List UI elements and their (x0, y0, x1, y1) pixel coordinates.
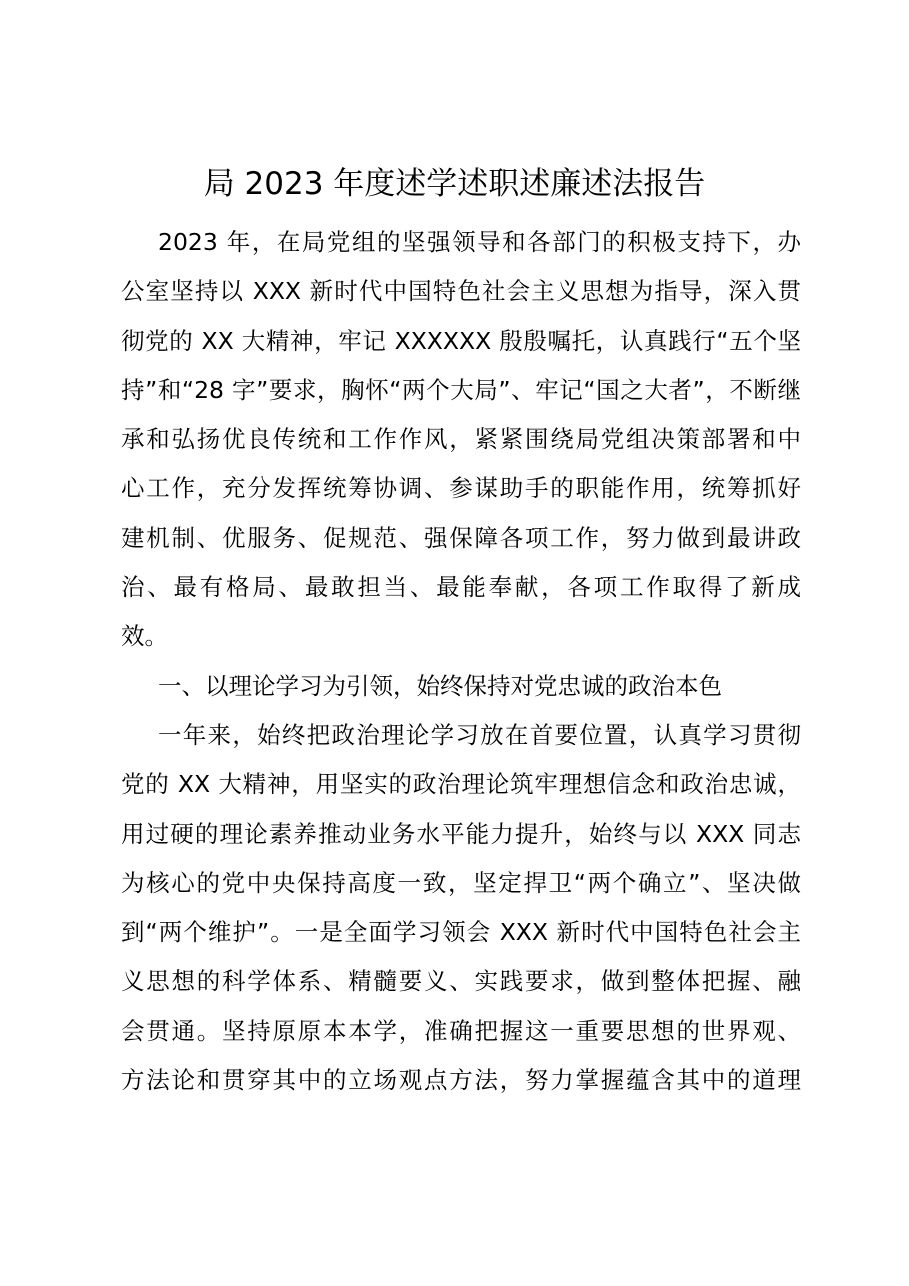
paragraph-line: 公室坚持以 XXX 新时代中国特色社会主义思想为指导，深入贯 (121, 277, 801, 306)
paragraph-line: 承和弘扬优良传统和工作作风，紧紧围绕局党组决策部署和中 (121, 425, 801, 454)
paragraph-line: 效。 (121, 622, 168, 651)
paragraph-line: 会贯通。坚持原原本本学，准确把握这一重要思想的世界观、 (121, 1016, 801, 1045)
paragraph-line: 治、最有格局、最敢担当、最能奉献，各项工作取得了新成 (121, 573, 801, 602)
document-body (121, 218, 801, 1105)
paragraph-line: 持”和“28 字”要求，胸怀“两个大局”、牢记“国之大者”，不断继 (121, 375, 801, 404)
paragraph-line: 党的 XX 大精神，用坚实的政治理论筑牢理想信念和政治忠诚， (121, 770, 801, 799)
paragraph-line: 用过硬的理论素养推动业务水平能力提升，始终与以 XXX 同志 (121, 819, 801, 848)
paragraph-line: 心工作，充分发挥统筹协调、参谋助手的职能作用，统筹抓好 (121, 474, 801, 503)
paragraph-line: 一年来，始终把政治理论学习放在首要位置，认真学习贯彻 (158, 720, 801, 749)
paragraph-line: 义思想的科学体系、精髓要义、实践要求，做到整体把握、融 (121, 967, 801, 996)
paragraph-line: 2023 年，在局党组的坚强领导和各部门的积极支持下，办 (158, 228, 801, 256)
paragraph-line: 建机制、优服务、促规范、强保障各项工作，努力做到最讲政 (121, 523, 801, 552)
paragraph-line: 为核心的党中央保持高度一致，坚定捍卫“两个确立”、坚决做 (121, 868, 801, 897)
paragraph-line: 方法论和贯穿其中的立场观点方法，努力掌握蕴含其中的道理 (121, 1066, 801, 1095)
document-title: 局 2023 年度述学述职述廉述法报告 (203, 166, 706, 202)
paragraph-line: 彻党的 XX 大精神，牢记 XXXXXX 殷殷嘱托，认真践行“五个坚 (121, 326, 801, 355)
paragraph-line: 到“两个维护”。一是全面学习领会 XXX 新时代中国特色社会主 (121, 918, 801, 947)
section-heading: 一、以理论学习为引领，始终保持对党忠诚的政治本色 (158, 671, 722, 700)
